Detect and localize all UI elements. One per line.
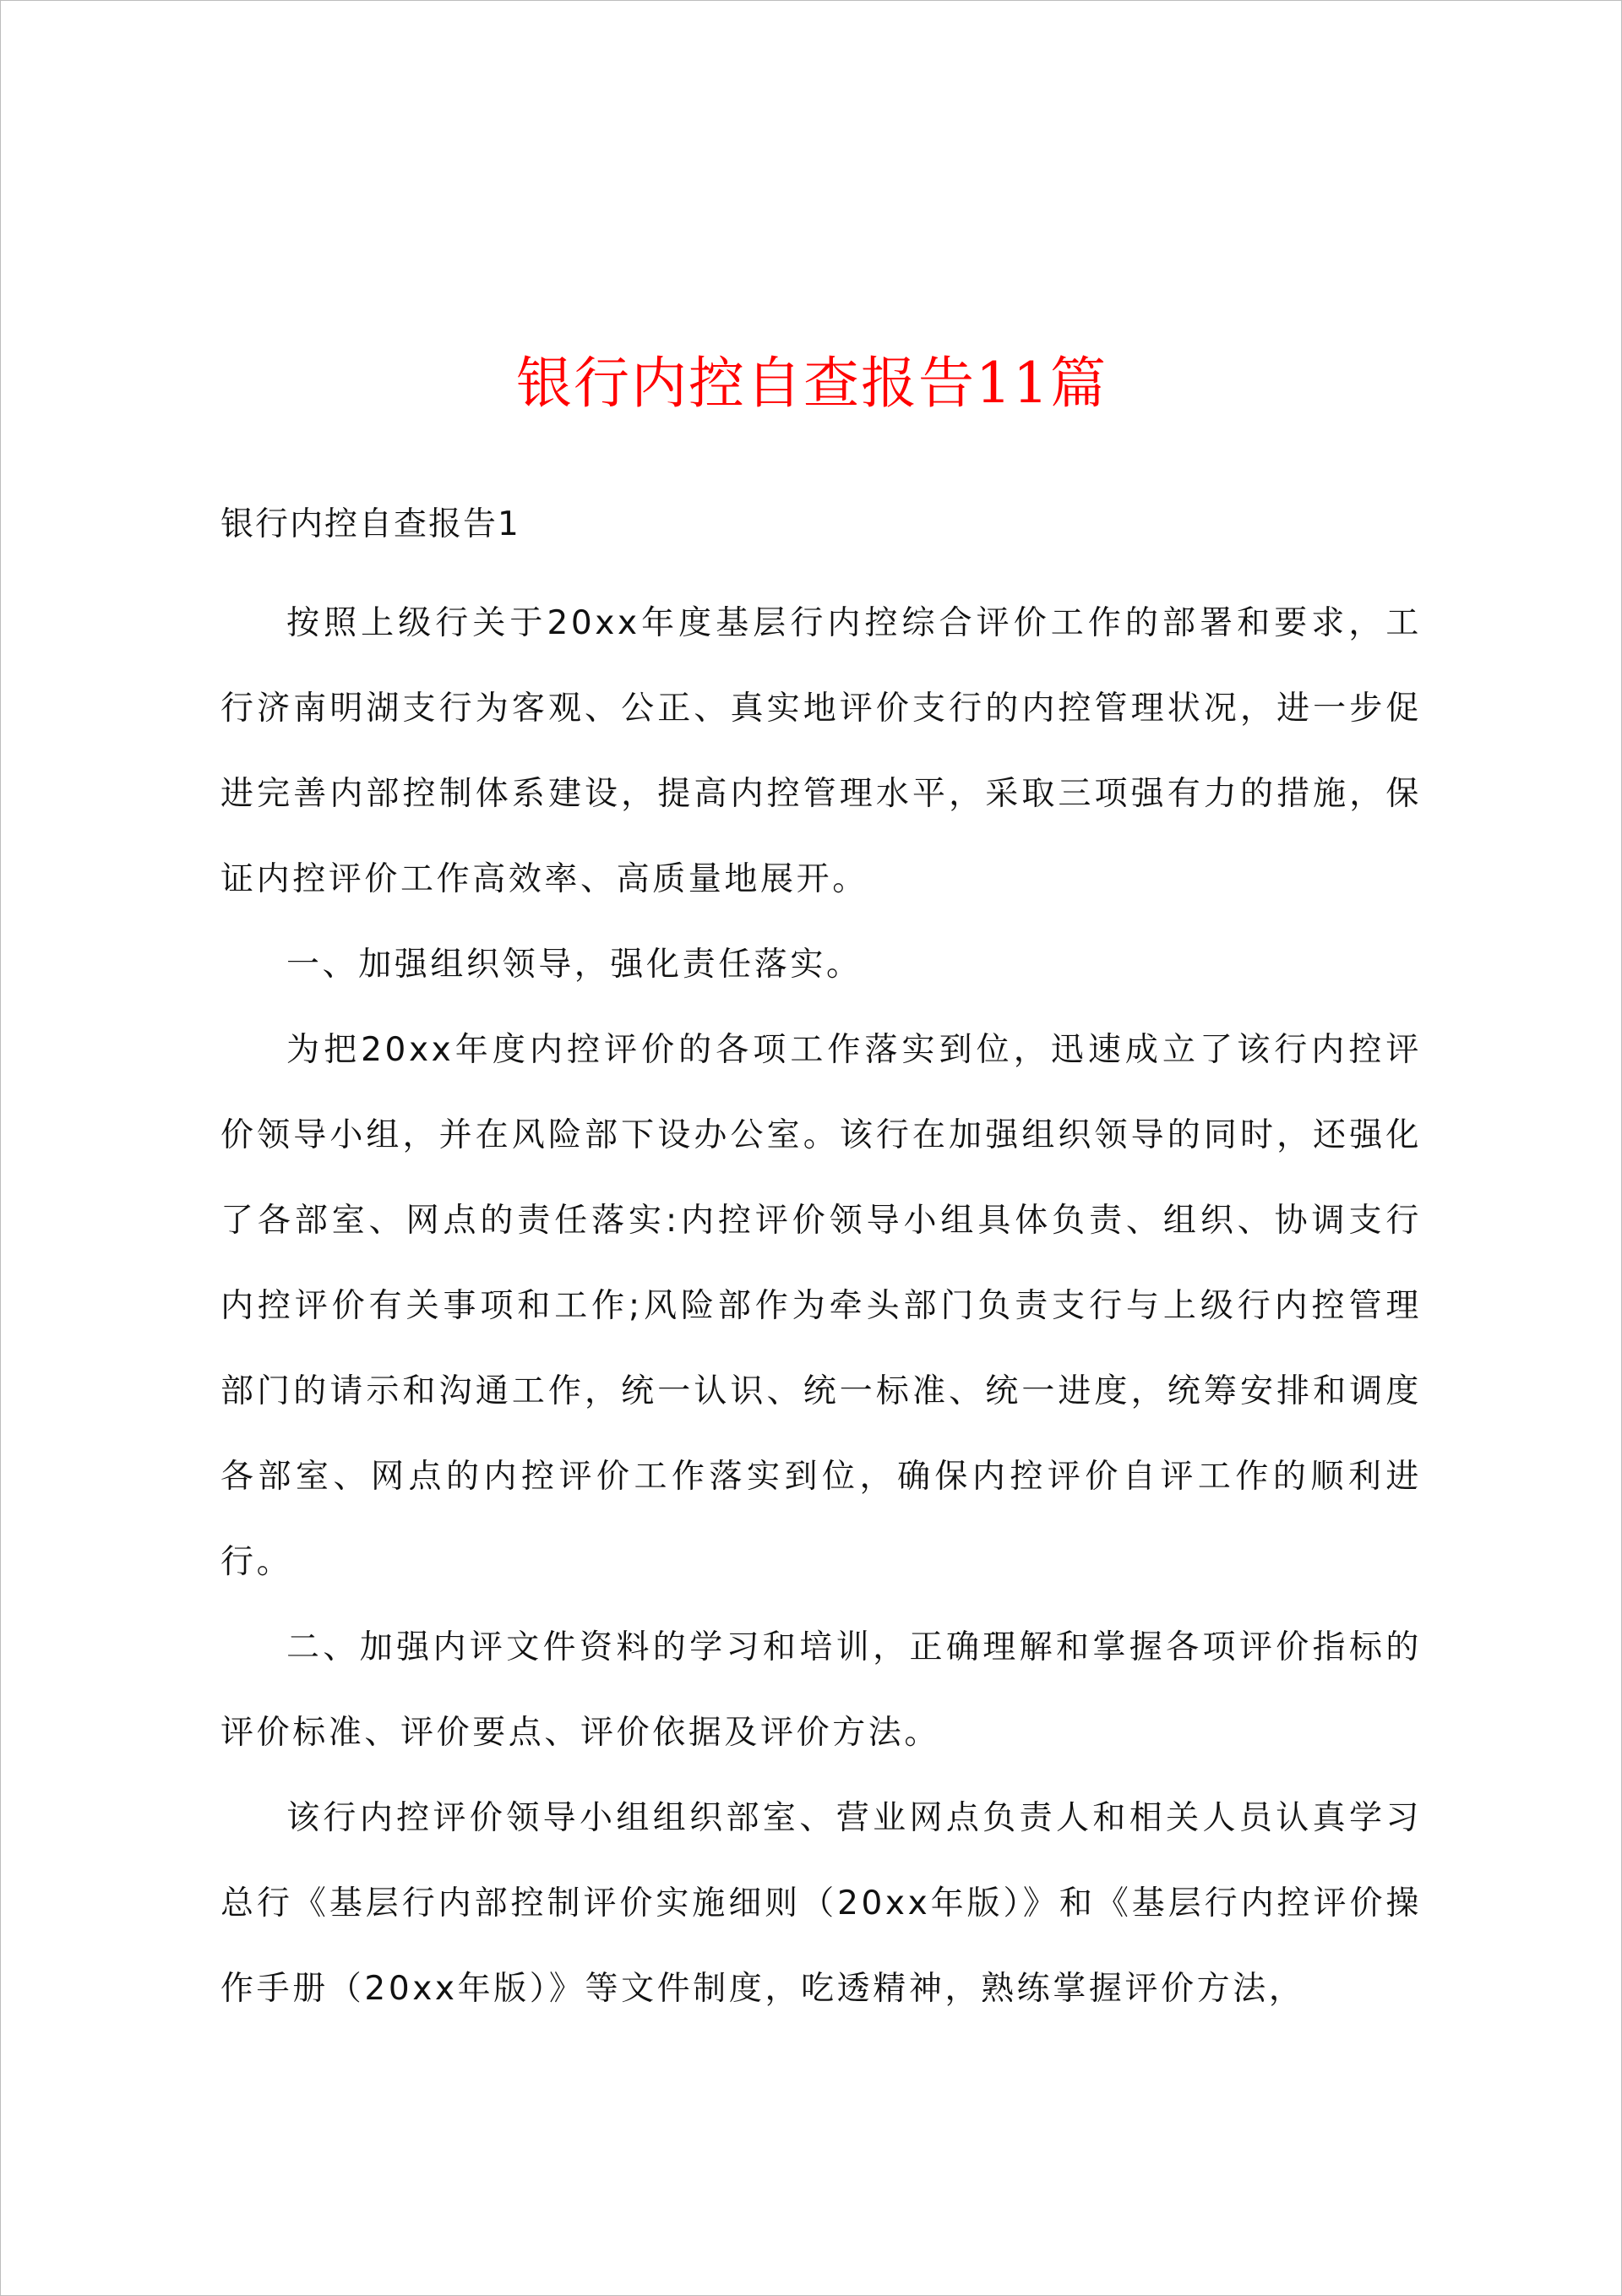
section-title: 银行内控自查报告1 [220,505,520,543]
paragraph-intro: 按照上级行关于20xx年度基层行内控综合评价工作的部署和要求，工行济南明湖支行为客观、公正、真实地评价支行的内控管理状况，进一步促进完善内部控制体系建设，提高内控管理水平，采取三项强有力的措施，保证内控评价工作高效率、高质量地展开。 [220,604,1422,898]
paragraph-organization: 为把20xx年度内控评价的各项工作落实到位，迅速成立了该行内控评价领导小组，并在风险部下设办公室。该行在加强组织领导的同时，还强化了各部室、网点的责任落实:内控评价领导小组具体负责、组织、协调支行内控评价有关事项和工作;风险部作为牵头部门负责支行与上级行内控管理部门的请示和沟通工作，统一认识、统一标准、统一进度，统筹安排和调度各部室、网点的内控评价工作落实到位，确保内控评价自评工作的顺利进行。 [220,1031,1422,1581]
paragraph-training: 该行内控评价领导小组组织部室、营业网点负责人和相关人员认真学习总行《基层行内部控制评价实施细则（20xx年版）》和《基层行内控评价操作手册（20xx年版）》等文件制度，吃透精神，熟练掌握评价方法， [220,1799,1422,2008]
document-title: 银行内控自查报告11篇 [516,351,1108,416]
paragraph-heading-two: 二、加强内评文件资料的学习和培训，正确理解和掌握各项评价指标的评价标准、评价要点、评价依据及评价方法。 [220,1628,1422,1752]
document-body [220,581,1422,2031]
paragraph-heading-one: 一、加强组织领导，强化责任落实。 [286,946,863,984]
